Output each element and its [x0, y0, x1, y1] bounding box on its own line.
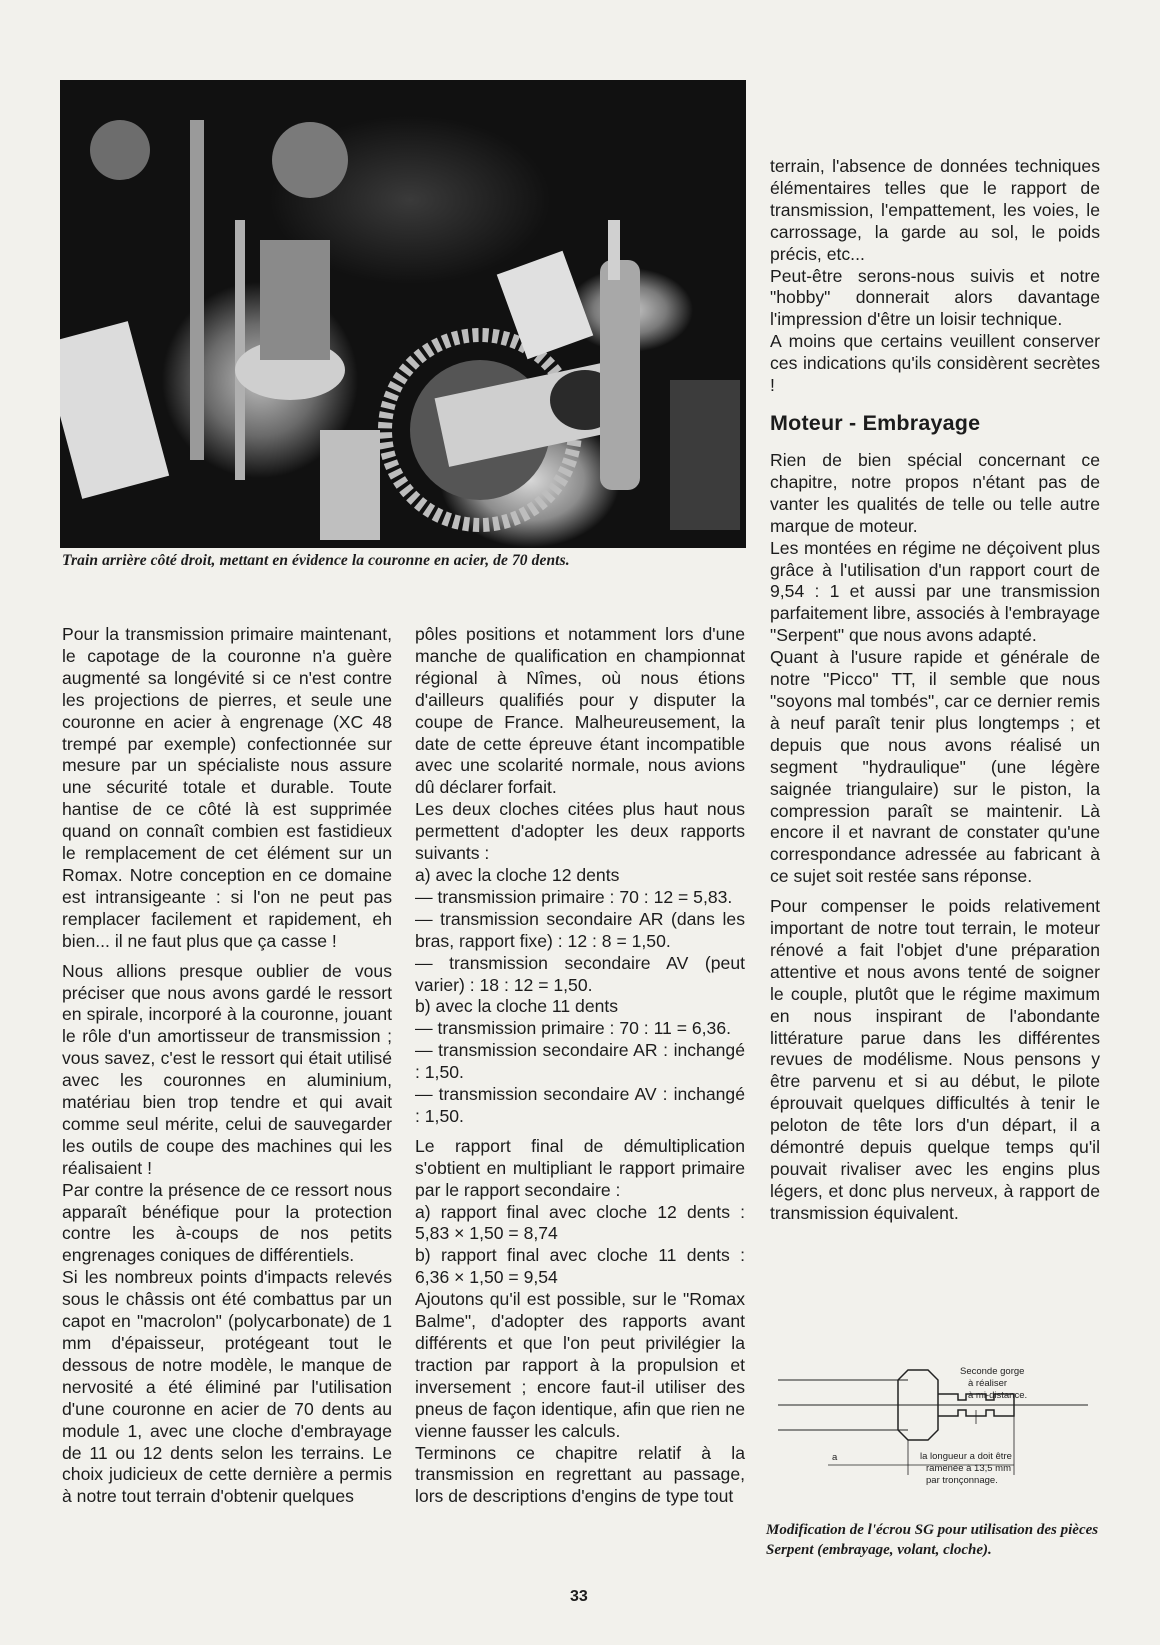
list-item: b) avec la cloche 11 dents — [415, 996, 619, 1017]
right-column-top — [770, 156, 1100, 397]
paragraph: Si les nombreux points d'impacts relevés sous le châssis ont été combattus par un capot en "macrolon" (polycarbonate) de 1 mm d'épaisseur, protégeant tout le dessous de notre modèle, le manque de nervosité a été éliminé par l'utilisation d'une couronne en acier de 70 dents au module 1, avec une cloche d'embrayage de 11 ou 12 dents selon les terrains. Le choix judicieux de cette dernière a permis à notre tout terrain d'obtenir quelques — [62, 1267, 392, 1507]
paragraph: Pour compenser le poids relativement important de notre tout terrain, le moteur rénové a fait l'objet d'une préparation attentive et nous avons tenté de soigner le couple, plutôt que le régime maximum en nous inspirant de l'abondante littérature parue dans les différentes revues de modélisme. Nous pensons y être parvenu et si au début, le pilote éprouvait quelques difficultés à tenir le peloton de tête lors d'un départ, il a démontré depuis quelque temps qu'il pouvait rivaliser avec les engins plus légers, et donc plus nerveux, à rapport de transmission équivalent. — [770, 896, 1100, 1223]
paragraph: pôles positions et notamment lors d'une manche de qualification en championnat régional à Nîmes, où nous étions d'ailleurs qualifiés pour y disputer la coupe de France. Malheureusement, la date de cette épreuve étant incompatible avec une scolarité normale, nous avions dû déclarer forfait. — [415, 624, 745, 798]
paragraph: A moins que certains veuillent conserver ces indications qu'ils considèrent secrètes ! — [770, 331, 1100, 396]
nut-drawing — [768, 1360, 1098, 1510]
paragraph: Par contre la présence de ce ressort nous apparaît bénéfique pour la protection contre les à-coups de nos petits engrenages coniques de différentiels. — [62, 1179, 392, 1266]
length-note: ramenée à 13,5 mm — [926, 1463, 1012, 1474]
diagram-caption: Modification de l'écrou SG pour utilisation des pièces Serpent (embrayage, volant, cloche). — [766, 1522, 1099, 1558]
list-item: — transmission primaire : 70 : 11 = 6,36. — [415, 1018, 732, 1039]
list-item: — transmission primaire : 70 : 12 = 5,83. — [415, 886, 733, 907]
paragraph: terrain, l'absence de données techniques élémentaires telles que le rapport de transmission, l'empattement, les voies, le carrossage, la garde au sol, le poids précis, etc... — [770, 156, 1100, 264]
list-item: — transmission secondaire AV (peut varier) : 18 : 12 = 1,50. — [415, 952, 745, 995]
list-item: — transmission secondaire AR (dans les bras, rapport fixe) : 12 : 8 = 1,50. — [415, 908, 745, 951]
page-number: 33 — [570, 1588, 588, 1605]
nut-modification-diagram — [768, 1360, 1098, 1510]
list-item: — transmission secondaire AR : inchangé : 1,50. — [415, 1040, 745, 1083]
paragraph: Quant à l'usure rapide et générale de notre "Picco" TT, il semble que nous "soyons mal tombés", car ce dernier remis à neuf paraît tenir plus longtemps ; et depuis que nous avons réalisé un segment "hydraulique" (une légère saignée triangulaire) sur le piston, la compression paraît se maintenir. Là encore il et navrant de constater qu'une correspondance adressée au fabricant à ce sujet soit restée sans réponse. — [770, 647, 1100, 887]
paragraph: Les montées en régime ne déçoivent plus grâce à l'utilisation d'un rapport court de 9,54 : 1 et aussi par une transmission parfaitement libre, associés à l'embrayage "Serpent" que nous avons adapté. — [770, 537, 1100, 646]
paragraph: Ajoutons qu'il est possible, sur le "Romax Balme", d'adopter des rapports avant différents et que l'on peut privilégier la traction par rapport à la propulsion et inversement ; encore faut-il utiliser des pneus de façon identique, afin que rien ne vienne fausser les calculs. — [415, 1289, 745, 1441]
right-column — [770, 450, 1100, 1225]
list-item: a) avec la cloche 12 dents — [415, 864, 620, 885]
paragraph: Terminons ce chapitre relatif à la transmission en regrettant au passage, lors de descriptions d'engins de type tout — [415, 1442, 745, 1507]
gorge-label: à mi-distance. — [968, 1390, 1028, 1401]
middle-column — [415, 624, 745, 1508]
length-note: par tronçonnage. — [926, 1475, 998, 1486]
paragraph: Le rapport final de démultiplication s'obtient en multipliant le rapport primaire par le rapport secondaire : — [415, 1135, 745, 1200]
paragraph: Nous allions presque oublier de vous préciser que nous avons gardé le ressort en spirale, incorporé à la couronne, jouant le rôle d'un amortisseur de transmission ; vous savez, c'est le ressort qui était utilisé avec les couronnes en aluminium, matériau bien trop tendre et qui avait comme seul mérite, celui de sauvegarder les outils de coupe des machines qui les réalisaient ! — [62, 960, 392, 1178]
list-item: — transmission secondaire AV : inchangé : 1,50. — [415, 1084, 745, 1126]
paragraph: Les deux cloches citées plus haut nous permettent d'adopter les deux rapports suivants : — [415, 799, 745, 864]
paragraph: Pour la transmission primaire maintenant, le capotage de la couronne n'a guère augmenté sa longévité si ce n'est contre les projections de pierres, et seule une couronne en acier à engrenage (XC 48 trempé par exemple) confectionnée sur mesure par un spécialiste nous assure une sécurité totale et durable. Toute hantise de ce côté là est supprimée quand on connaît combien est fastidieux le remplacement de cet élément sur un Romax. Notre conception en ce domaine est intransigeante : si l'on ne peut pas remplacer facilement et rapidement, eh bien... il ne faut plus que ça casse ! — [62, 624, 392, 951]
paragraph: Peut-être serons-nous suivis et notre "hobby" donnerait alors davantage l'impression d'être un loisir technique. — [770, 265, 1100, 330]
list-item: a) rapport final avec cloche 12 dents : 5,83 × 1,50 = 8,74 — [415, 1201, 745, 1244]
paragraph: Rien de bien spécial concernant ce chapitre, notre propos n'étant pas de vanter les qualités de telle ou telle autre marque de moteur. — [770, 450, 1100, 536]
photo-rear-drivetrain — [60, 80, 746, 548]
list-item: b) rapport final avec cloche 11 dents : 6,36 × 1,50 = 9,54 — [415, 1245, 745, 1288]
section-heading: Moteur - Embrayage — [770, 411, 981, 435]
left-column — [62, 624, 392, 1508]
length-note: la longueur a doit être — [920, 1451, 1012, 1462]
dimension-a-label: a — [832, 1452, 838, 1463]
photo-illustration — [60, 80, 746, 548]
photo-caption: Train arrière côté droit, mettant en évidence la couronne en acier, de 70 dents. — [62, 552, 570, 569]
gorge-label: Seconde gorge — [960, 1366, 1025, 1377]
gorge-label: à réaliser — [968, 1378, 1008, 1389]
